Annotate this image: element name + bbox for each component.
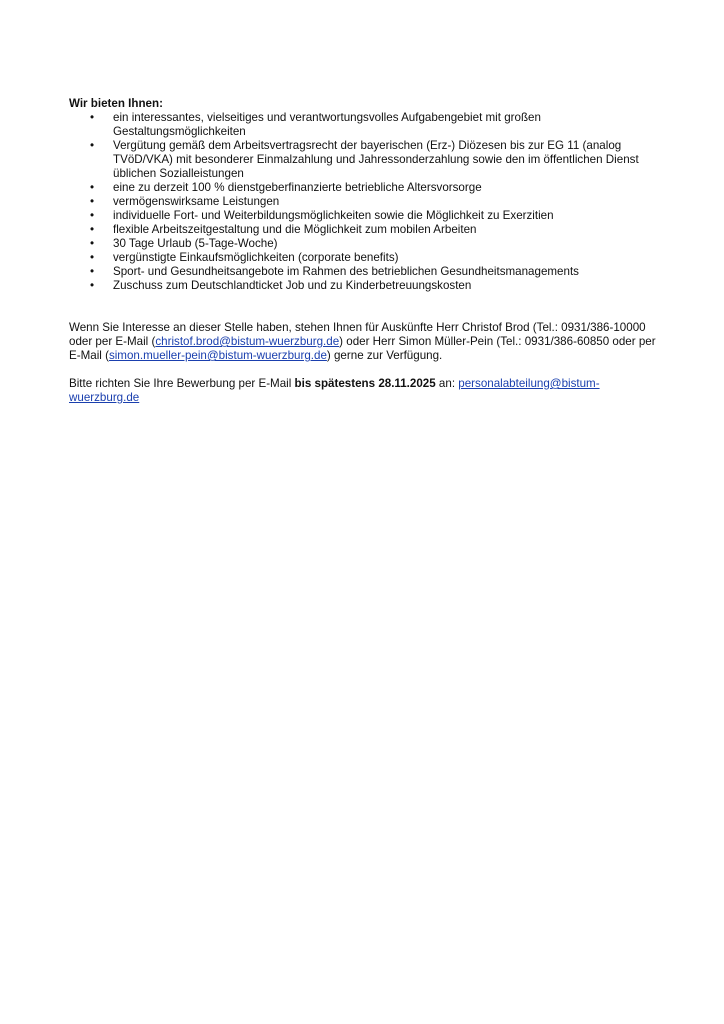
bullet-icon: • <box>90 181 95 194</box>
benefit-text: vermögenswirksame Leistungen <box>113 195 280 208</box>
contact-text: ) oder Herr Simon Müller-Pein (Tel.: 0931/386-60850 oder per E-Mail ( <box>69 335 656 362</box>
list-item <box>69 139 659 181</box>
benefit-text: ein interessantes, vielseitiges und verantwortungsvolles Aufgabengebiet mit großen Gestaltungsmöglichkeiten <box>113 111 541 138</box>
email-link-personalabteilung[interactable]: personalabteilung@bistum-wuerzburg.de <box>69 377 600 404</box>
application-paragraph <box>69 377 659 405</box>
benefit-text: vergünstigte Einkaufsmöglichkeiten (corporate benefits) <box>113 251 399 264</box>
bullet-icon: • <box>90 111 95 124</box>
benefit-text: 30 Tage Urlaub (5-Tage-Woche) <box>113 237 278 250</box>
list-item <box>69 111 659 139</box>
bullet-icon: • <box>90 279 95 292</box>
list-item <box>69 223 659 237</box>
bullet-icon: • <box>90 251 95 264</box>
benefit-text: individuelle Fort- und Weiterbildungsmöglichkeiten sowie die Möglichkeit zu Exerzitien <box>113 209 554 222</box>
list-item <box>69 237 659 251</box>
bullet-icon: • <box>90 237 95 250</box>
list-item <box>69 251 659 265</box>
email-link-brod[interactable]: christof.brod@bistum-wuerzburg.de <box>155 335 340 348</box>
contact-text: ) gerne zur Verfügung. <box>326 349 443 362</box>
bullet-icon: • <box>90 195 95 208</box>
benefit-text: Vergütung gemäß dem Arbeitsvertragsrecht der bayerischen (Erz-) Diözesen bis zur EG 11 (analog TVöD/VKA) mit besonderer Einmalzahlung und Jahressonderzahlung sowie den im öffentlichen Dienst üblichen Sozialleistungen <box>113 139 639 180</box>
bullet-icon: • <box>90 209 95 222</box>
benefit-text: Zuschuss zum Deutschlandticket Job und zu Kinderbetreuungskosten <box>113 279 472 292</box>
benefit-text: Sport- und Gesundheitsangebote im Rahmen des betrieblichen Gesundheitsmanagements <box>113 265 579 278</box>
bullet-icon: • <box>90 265 95 278</box>
email-link-mueller-pein[interactable]: simon.mueller-pein@bistum-wuerzburg.de <box>108 349 327 362</box>
bullet-icon: • <box>90 223 95 236</box>
benefits-heading: Wir bieten Ihnen: <box>69 97 163 110</box>
bullet-icon: • <box>90 139 95 152</box>
list-item <box>69 209 659 223</box>
contact-text: Wenn Sie Interesse an dieser Stelle haben, stehen Ihnen für Auskünfte Herr Christof Brod (Tel.: 0931/386-10000 oder per E-Mail ( <box>69 321 646 348</box>
benefits-list <box>69 111 659 293</box>
contact-paragraph <box>69 321 659 363</box>
list-item <box>69 265 659 279</box>
application-text: Bitte richten Sie Ihre Bewerbung per E-Mail <box>69 377 295 390</box>
benefit-text: flexible Arbeitszeitgestaltung und die Möglichkeit zum mobilen Arbeiten <box>113 223 477 236</box>
list-item <box>69 279 659 293</box>
application-deadline: bis spätestens 28.11.2025 <box>294 377 436 390</box>
benefit-text: eine zu derzeit 100 % dienstgeberfinanzierte betriebliche Altersvorsorge <box>113 181 482 194</box>
document-content <box>69 97 659 405</box>
list-item <box>69 181 659 195</box>
application-text: an: <box>435 377 459 390</box>
list-item <box>69 195 659 209</box>
